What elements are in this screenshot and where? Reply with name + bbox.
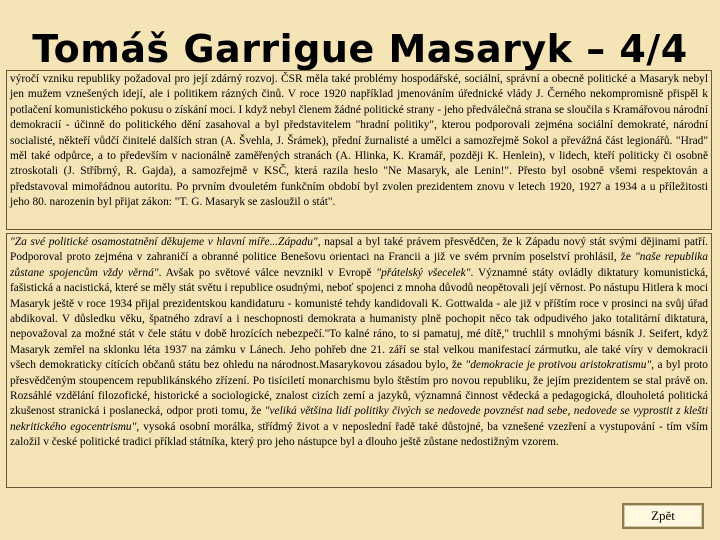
paragraph-upper: výročí vzniku republiky požadoval pro její zdárný rozvoj. ČSR měla také problémy hospodářské, sociální, správní a obecně politické a Masaryk nebyl jen mužem vznešených idejí, ale i politikem rázných činů. V roce 1920 například jmenováním úřednické vlády J. Černého nekompromisně přispěl k potlačení komunistického pokusu o získání moci. I když nebyl členem žádné politické strany - jeho předválečná strana se sloučila s Kramářovou národní demokracií - účinně do politického dění zasahoval a byl představitelem "hradní politiky", kterou podporovali zejména sociální demokraté, národní socialisté, někteří vůdčí činitelé dalších stran (A. Švehla, J. Šrámek), přední žurnalisté a umělci a samozřejmě Sokol a převážná část legionářů. "Hrad" měl také odpůrce, a to především v nacionálně zaměřených stranách (A. Hlinka, K. Kramář, později K. Henlein), v lidech, kteří politicky či osobně ztroskotali (J. Stříbrný, R. Gajda), a samozřejmě v KSČ, která razila heslo "Ne Masaryk, ale Lenin!". Přesto byl osobně všemi respektován a představoval mimořádnou autoritu. Po prvním dvouletém funkčním období byl zvolen prezidentem znovu v letech 1920, 1927 a 1934 a u příležitosti jeho 80. narozenin byl přijat zákon: "T. G. Masaryk se zasloužil o stát". xyxy=(10,73,708,209)
text-segment-2: . Avšak po světové válce nevznikl v Evropě xyxy=(158,266,377,279)
text-block-lower xyxy=(6,233,712,488)
text-segment-5: , vysoká osobní morálka, střídmý život a v neposlední řadě také důstojné, ba vznešené vzezření a vystupování - tím vším založil v české politické tradici příklad státníka, který pro jeho nástupce byl a dlouho ještě zůstane nedostižným vzorem. xyxy=(10,420,708,449)
quote-democracy: "demokracie je protivou aristokratismu" xyxy=(465,359,652,372)
quote-europe: "přátelský všecelek" xyxy=(376,266,471,279)
quote-allies: "naše republika zůstane spojencům vždy věrná" xyxy=(10,251,708,279)
quote-egocentrism: "veliká většina lidí politiky čivých se nedovede povznést nad sebe, nedovede se vyprostit z klešti nekritického egocentrismu" xyxy=(10,405,708,433)
text-segment-4: , a byl proto přesvědčeným stoupencem republikánského zřízení. Po tisíciletí monarchismu bylo štěstím pro novou republiku, že jejím prezidentem se stal právě on. Rozsáhlé vzdělání filozofické, historické a sociologické, znalost cizích zemí a jazyků, významná činnost vědecká a pedagogická, dlouholetá politická zkušenost stranická i poslanecká, odpor proti tomu, že xyxy=(10,359,709,418)
quote-west: "Za své politické osamostatnění děkujeme v hlavní míře...Západu" xyxy=(10,236,318,248)
text-segment-3: . Významné státy ovládly diktatury komunistická, fašistická a nacistická, které se měly stát světu i republice osudnými, neboť spojenci z mnoha důvodů neopětovali její věrnost. Po nástupu Hitlera k moci Masaryk ještě v roce 1934 přijal prezidentskou kandidaturu - komunisté tehdy kandidovali K. Gottwalda - ale již v příštím roce v prosinci na svůj úřad abdikoval. V důsledku věku, špatného zdraví a i neschopnosti demokrata a humanisty plně pochopit něco tak odpudivého jako totalitární diktatura, nepovažoval za možné stát v čele státu v době hrozících nebezpečí."To kalné ráno, to si pamatuj, mé dítě," truchlil s mnohými básník J. Seifert, když Masaryk zemřel na sklonku léta 1937 na zámku v Lánech. Jeho pohřeb dne 21. září se stal velkou manifestací zármutku, ale také víry v demokracii všech demokraticky cítících občanů státu bez ohledu na národnost.Masarykovou zásadou bylo, že xyxy=(10,266,708,372)
back-button[interactable]: Zpět xyxy=(622,503,704,529)
text-block-upper xyxy=(6,70,712,230)
slide-title: Tomáš Garrigue Masaryk – 4/4 xyxy=(32,27,688,71)
paragraph-lower xyxy=(10,235,708,451)
text-segment-1: , napsal a byl také právem přesvědčen, že k Západu nový stát svými dějinami patří. Podporoval proto zejména v zahraničí a obranné politice Benešovu orientaci na Francii a již ve svém prvním poselství prohlásil, že xyxy=(10,236,708,264)
